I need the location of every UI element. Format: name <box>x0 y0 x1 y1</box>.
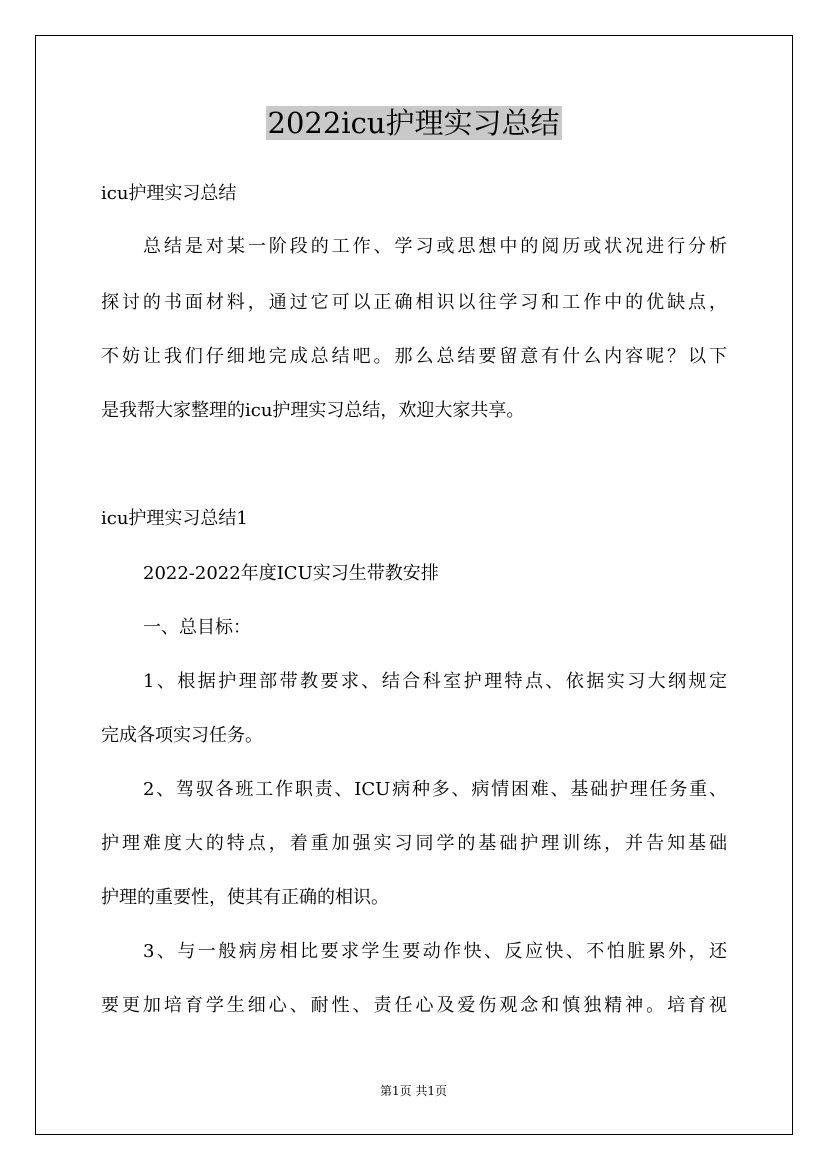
paragraph-line: 要更加培育学生细心、耐性、责任心及爱伤观念和慎独精神。培育视 <box>101 995 727 1016</box>
paragraph-line: 3、与一般病房相比要求学生要动作快、反应快、不怕脏累外，还 <box>143 941 727 962</box>
section-heading: 一、总目标： <box>143 617 251 638</box>
paragraph-line: 护理的重要性，使其有正确的相识。 <box>101 887 389 908</box>
paragraph-line: 总结是对某一阶段的工作、学习或思想中的阅历或状况进行分析 <box>143 236 727 257</box>
paragraph-line: 是我帮大家整理的icu护理实习总结，欢迎大家共享。 <box>101 400 525 421</box>
paragraph-line: 护理难度大的特点，着重加强实习同学的基础护理训练，并告知基础 <box>101 833 727 854</box>
heading-icu-summary-1: icu护理实习总结1 <box>101 508 248 529</box>
page-number-footer: 第1页 共1页 <box>379 1084 448 1098</box>
paragraph-line: 1、根据护理部带教要求、结合科室护理特点、依据实习大纲规定 <box>143 671 727 692</box>
paragraph-line: 探讨的书面材料，通过它可以正确相识以往学习和工作中的优缺点， <box>101 292 727 313</box>
paragraph-line: 2、驾驭各班工作职责、ICU病种多、病情困难、基础护理任务重、 <box>143 779 727 800</box>
heading-icu-summary: icu护理实习总结 <box>101 183 237 204</box>
subheading-schedule: 2022-2022年度ICU实习生带教安排 <box>143 563 439 584</box>
document-title <box>0 101 827 145</box>
paragraph-line: 不妨让我们仔细地完成总结吧。那么总结要留意有什么内容呢？以下 <box>101 346 727 367</box>
paragraph-line: 完成各项实习任务。 <box>101 725 263 746</box>
title-text: 2022icu护理实习总结 <box>267 106 560 140</box>
